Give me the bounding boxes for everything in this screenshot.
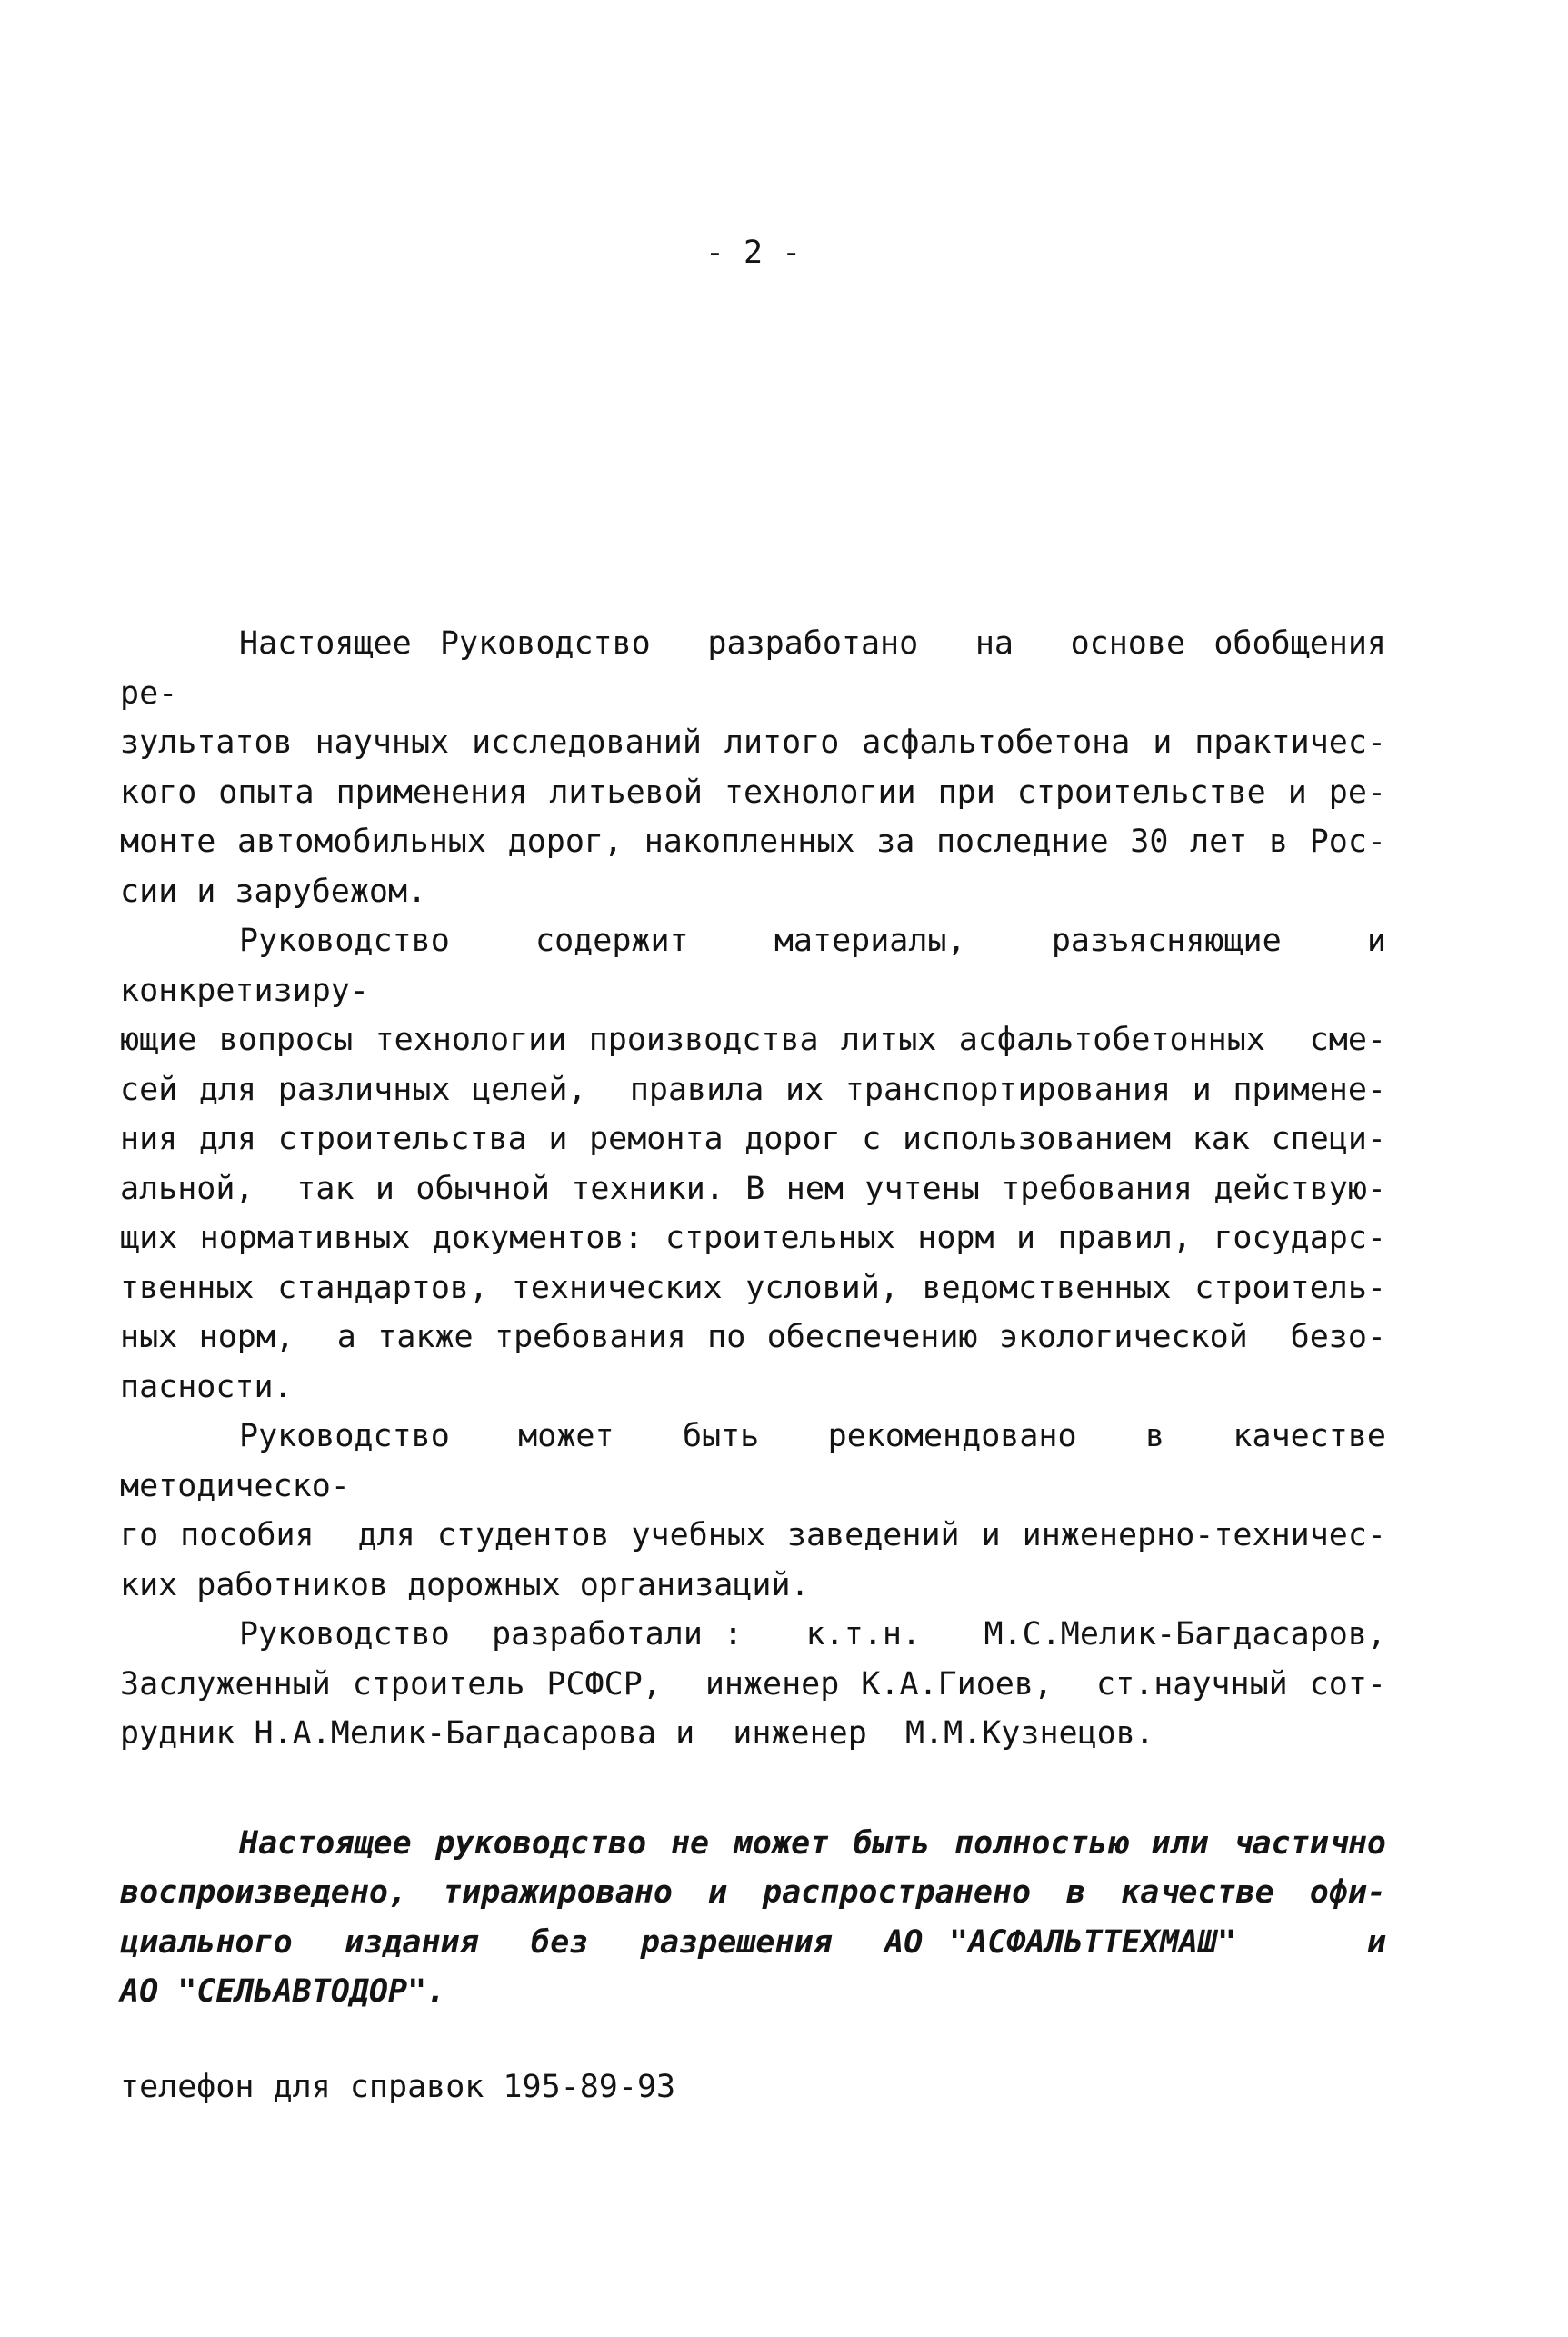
paragraph-authors xyxy=(120,1610,1386,1759)
text-line: Руководство может быть рекомендовано в качестве методическо- xyxy=(120,1418,1406,1504)
text-line: сии и зарубежом. xyxy=(120,873,427,910)
text-line: ких работников дорожных организаций. xyxy=(120,1566,810,1603)
text-line: зультатов научных исследований литого асфальтобетона и практичес- xyxy=(120,724,1386,761)
text-line: АО "СЕЛЬАВТОДОР". xyxy=(120,1973,446,2010)
text-line: Настоящее руководство не может быть полностью или частично xyxy=(239,1824,1386,1862)
text-line: пасности. xyxy=(120,1368,293,1405)
text-line: кого опыта применения литьевой технологии при строительстве и ре- xyxy=(120,774,1386,811)
text-line: рудник Н.А.Мелик-Багдасарова и инженер М.М.Кузнецов. xyxy=(120,1715,1154,1752)
text-line: ющие вопросы технологии производства литых асфальтобетонных сме- xyxy=(120,1022,1386,1058)
text-line: Настоящее Руководство разработано на основе обобщения ре- xyxy=(120,625,1406,712)
text-line: Руководство разработали : к.т.н. М.С.Мелик-Багдасаров, xyxy=(239,1616,1386,1653)
text-line: альной, так и обычной техники. В нем учтены требования действую- xyxy=(120,1170,1386,1207)
text-line: сей для различных целей, правила их транспортирования и примене- xyxy=(120,1071,1386,1108)
text-line: ных норм, а также требования по обеспечению экологической безо- xyxy=(120,1319,1386,1355)
text-line: щих нормативных документов: строительных норм и правил, государс- xyxy=(120,1220,1386,1256)
paragraph-intro xyxy=(120,619,1406,916)
paragraph-phone xyxy=(120,2062,1386,2112)
text-line: Руководство содержит материалы, разъясняющие и конкретизиру- xyxy=(120,923,1406,1009)
text-body xyxy=(120,619,1406,2112)
text-line: телефон для справок 195-89-93 xyxy=(120,2068,676,2105)
paragraph-copyright-notice xyxy=(120,1819,1386,2017)
paragraph-contents-description xyxy=(120,916,1406,1412)
text-line: Заслуженный строитель РСФСР, инженер К.А.Гиоев, ст.научный сот- xyxy=(120,1665,1386,1703)
text-line: воспроизведено, тиражировано и распространено в качестве офи- xyxy=(120,1874,1386,1911)
page-number: - 2 - xyxy=(704,235,802,271)
text-line: циального издания без разрешения АО "АСФАЛЬТТЕХМАШ" и xyxy=(120,1923,1386,1961)
text-line: монте автомобильных дорог, накопленных за последние 30 лет в Рос- xyxy=(120,824,1386,860)
text-line: ния для строительства и ремонта дорог с использованием как специ- xyxy=(120,1121,1386,1157)
text-line: го пособия для студентов учебных заведений и инженерно-техничес- xyxy=(120,1517,1386,1553)
text-line: твенных стандартов, технических условий, ведомственных строитель- xyxy=(120,1269,1386,1306)
paragraph-recommendation xyxy=(120,1412,1406,1610)
